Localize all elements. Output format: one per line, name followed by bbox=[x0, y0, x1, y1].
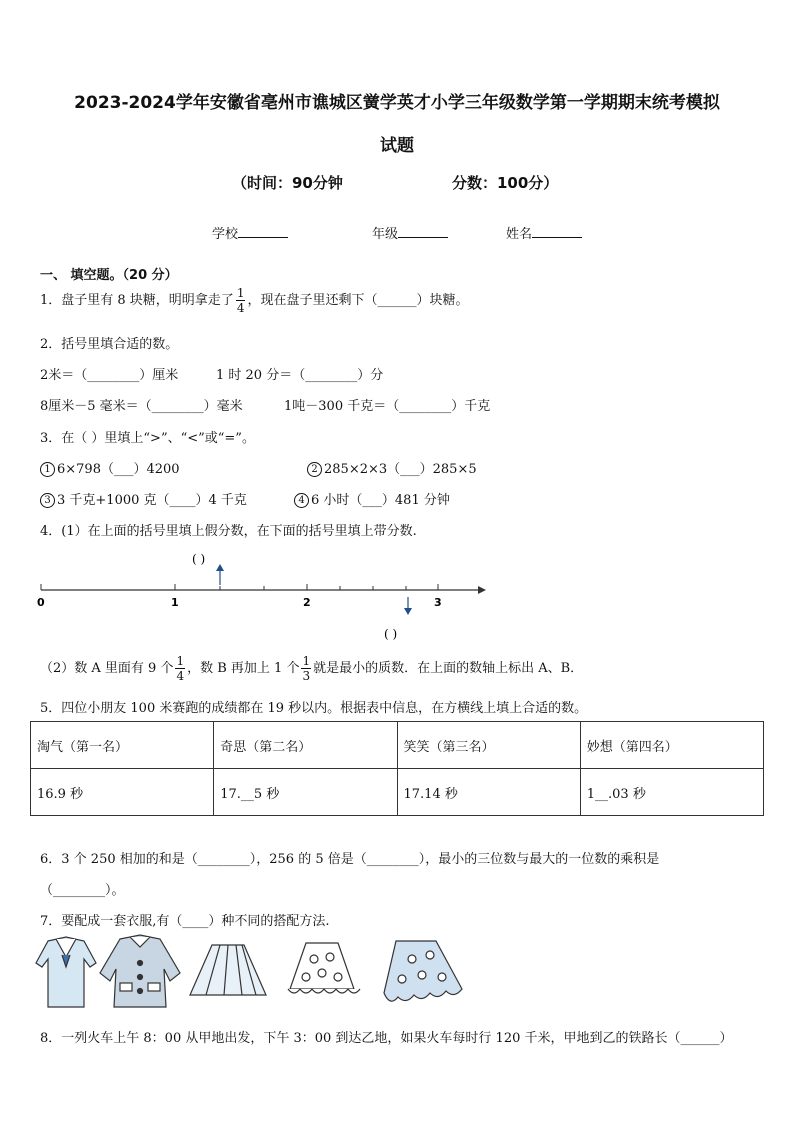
question-3-item-3: 3 3 千克+1000 克（____）4 千克 bbox=[40, 489, 247, 508]
table-header-cell: 笑笑（第三名） bbox=[397, 722, 580, 769]
school-field[interactable]: 学校 bbox=[212, 223, 288, 242]
question-2c: 8厘米－5 毫米＝（________）毫米 bbox=[40, 399, 243, 414]
dotted-skirt-icon bbox=[384, 941, 462, 1001]
arrow-up-head-icon bbox=[216, 564, 224, 571]
question-2a: 2米＝（________）厘米 bbox=[40, 368, 179, 383]
table-cell[interactable]: 17.__5 秒 bbox=[214, 769, 397, 816]
exam-time: （时间：90分钟 bbox=[232, 174, 343, 192]
fraction: $\frac{1}{4}$ bbox=[236, 286, 245, 315]
table-header-cell: 淘气（第一名） bbox=[31, 722, 214, 769]
arrow-down-head-icon bbox=[404, 608, 412, 615]
question-7-stem: 7．要配成一套衣服,有（____）种不同的搭配方法. bbox=[40, 914, 330, 929]
question-3-stem: 3．在（ ）里填上“>”、“<”或“=”。 bbox=[40, 431, 255, 446]
question-5-stem: 5．四位小朋友 100 米赛跑的成绩都在 19 秒以内。根据表中信息，在方横线上填上合适的数。 bbox=[40, 701, 588, 716]
question-8-stem: 8．一列火车上午 8：00 从甲地出发，下午 3：00 到达乙地，如果火车每时行 120 千米，甲地到乙的铁路长（______） bbox=[40, 1031, 733, 1046]
table-header-cell: 妙想（第四名） bbox=[580, 722, 763, 769]
question-2-stem: 2．括号里填合适的数。 bbox=[40, 337, 179, 352]
question-4-part-2: （2）数 A 里面有 9 个 $\frac{1}{4}$ ，数 B 再加上 1 个 $\frac{1}{3}$ 就是最小的质数．在上面的数轴上标出 A、B． bbox=[40, 654, 584, 683]
table-cell: 16.9 秒 bbox=[31, 769, 214, 816]
race-results-table bbox=[30, 721, 764, 816]
table-row bbox=[31, 722, 764, 769]
tick-label-1: 1 bbox=[171, 596, 179, 609]
question-2d: 1吨－300 千克＝（________）千克 bbox=[284, 399, 491, 414]
pleated-skirt-icon bbox=[190, 945, 266, 995]
table-row bbox=[31, 769, 764, 816]
question-3-item-2: 2 285×2×3（___）285×5 bbox=[307, 458, 477, 477]
frilly-skirt-icon bbox=[288, 943, 360, 993]
clothing-illustrations bbox=[34, 933, 474, 1013]
section-1-heading: 一、 填空题。（20 分） bbox=[40, 268, 178, 283]
question-6-line-2: （________）。 bbox=[40, 883, 125, 898]
coat-icon bbox=[100, 935, 180, 1007]
name-field[interactable]: 姓名 bbox=[506, 223, 582, 242]
title-line-2: 试题 bbox=[380, 136, 414, 156]
title-line-1: 2023-2024学年安徽省亳州市谯城区黉学英才小学三年级数学第一学期期末统考模拟 bbox=[74, 93, 720, 113]
exam-score: 分数：100分） bbox=[452, 174, 559, 192]
axis-arrow-icon bbox=[478, 586, 486, 594]
question-6-line-1: 6．3 个 250 相加的和是（________），256 的 5 倍是（________），最小的三位数与最大的一位数的乘积是 bbox=[40, 852, 660, 867]
paren-top: ( ) bbox=[192, 552, 206, 566]
question-1: 1．盘子里有 8 块糖，明明拿走了 $\frac{1}{4}$ ，现在盘子里还剩下（______）块糖。 bbox=[40, 286, 469, 315]
paren-bottom: ( ) bbox=[384, 627, 398, 641]
sailor-shirt-icon bbox=[36, 937, 96, 1007]
tick-label-3: 3 bbox=[434, 596, 442, 609]
tick-label-0: 0 bbox=[37, 596, 45, 609]
table-cell[interactable]: 1__.03 秒 bbox=[580, 769, 763, 816]
question-3-item-4: 4 6 小时（___）481 分钟 bbox=[294, 489, 450, 508]
question-4-stem: 4．(1）在上面的括号里填上假分数，在下面的括号里填上带分数. bbox=[40, 524, 417, 539]
table-cell: 17.14 秒 bbox=[397, 769, 580, 816]
question-3-item-1: 1 6×798（___）4200 bbox=[40, 458, 180, 477]
tick-label-2: 2 bbox=[303, 596, 311, 609]
question-2b: 1 时 20 分＝（________）分 bbox=[216, 368, 384, 383]
table-header-cell: 奇思（第二名） bbox=[214, 722, 397, 769]
number-line bbox=[30, 545, 500, 645]
grade-field[interactable]: 年级 bbox=[372, 223, 448, 242]
